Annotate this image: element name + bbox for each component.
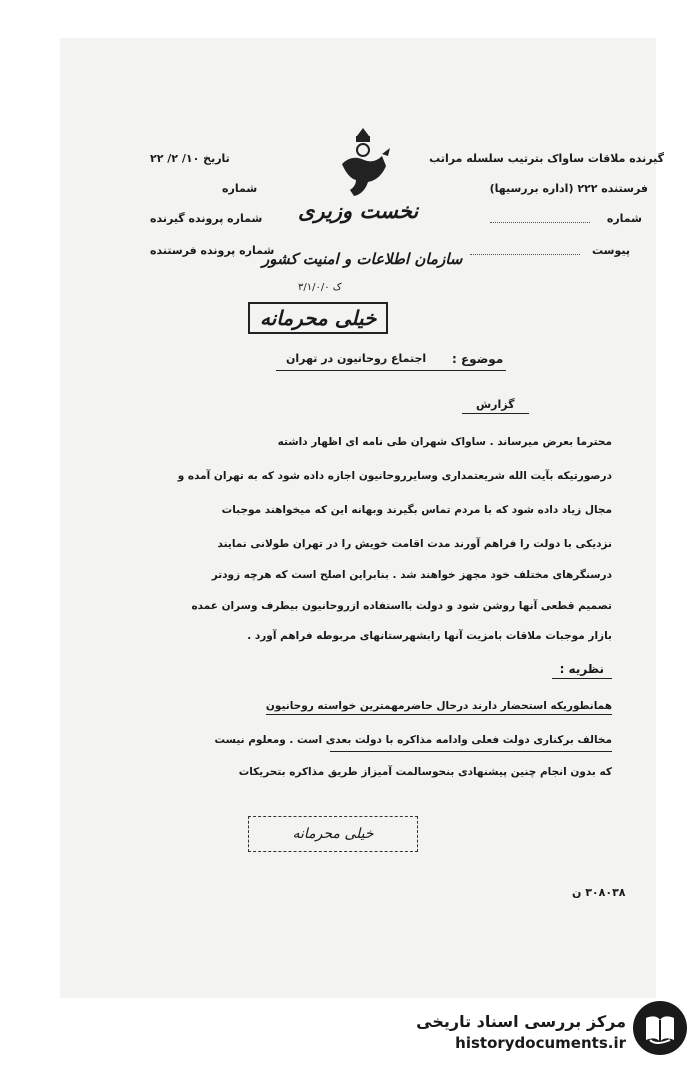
opinion-line-3: که بدون انجام چنین پیشنهادی بنحوسالمت آمیزاز طریق مذاکره بتحریکات xyxy=(238,766,612,778)
attachment-label: پیوست xyxy=(592,244,630,257)
file-number: ۳۰۸۰۳۸ ن xyxy=(572,886,626,899)
letterhead-code: ک ۳/۱/۰/۰ xyxy=(298,282,342,293)
letterhead-title: نخست وزیری xyxy=(298,198,419,223)
opinion-line-2: مخالف برکناری دولت فعلی وادامه مذاکره با دولت بعدی است . ومعلوم نیست xyxy=(214,734,612,746)
number-dots xyxy=(490,222,590,223)
body-line-4: نزدیکی با دولت را فراهم آورند مدت اقامت خویش را در تهران طولانی نمایند xyxy=(217,538,612,550)
body-line-5: درسنگرهای مختلف خود مجهز خواهند شد . بنابراین اصلح است که هرچه زودتر xyxy=(211,569,612,581)
left-number-label: شماره xyxy=(222,182,258,195)
attachment-dots xyxy=(470,254,580,255)
bottom-classification-stamp: خیلی محرمانه xyxy=(248,816,418,852)
subject-text: اجتماع روحانیون در تهران xyxy=(286,352,427,365)
date-line: تاریخ ۱۰/ ۲/ ۲۲ xyxy=(150,152,230,165)
footer-url: historydocuments.ir xyxy=(455,1034,626,1052)
classification-stamp: خیلی محرمانه xyxy=(248,302,388,334)
body-line-7: بازار موجبات ملاقات بامزیت آنها رابشهرستانهای مربوطه فراهم آورد . xyxy=(247,630,612,642)
number-label: شماره xyxy=(606,212,642,225)
opinion-underline xyxy=(330,751,612,752)
footer-title: مرکز بررسی اسناد تاریخی xyxy=(416,1012,626,1031)
body-line-6: تصمیم قطعی آنها روشن شود و دولت بااستفاده ازروحانیون بیطرف وسران عمده xyxy=(191,600,612,612)
body-line-2: درصورتیکه بآیت الله شریعتمداری وسایرروحانیون اجازه داده شود که به تهران آمده و xyxy=(177,470,612,482)
opinion-line-1: همانطوریکه استحضار دارند درحال حاضرمهمترین خواسته روحانیون xyxy=(266,700,612,715)
body-line-1: محترما بعرض میرساند . ساواک شهران طی نامه ای اظهار داشته xyxy=(277,436,612,448)
subject-label: موضوع : xyxy=(452,352,504,366)
recipient-file-label: شماره پرونده گیرنده xyxy=(150,212,263,225)
sender-file-label: شماره پرونده فرستنده xyxy=(150,244,275,257)
opinion-label: نظریه : xyxy=(552,662,612,679)
subject-underline xyxy=(276,370,506,371)
letterhead-subtitle: سازمان اطلاعات و امنیت کشور xyxy=(262,250,463,268)
body-line-3: مجال زیاد داده شود که با مردم تماس بگیرند وبهانه این که میخواهند موجبات xyxy=(221,504,612,516)
sender-line: فرستنده ۲۲۲ (اداره بررسیها) xyxy=(489,182,648,195)
recipient-line: گیرنده ملاقات ساواک بترتیب سلسله مراتب xyxy=(429,152,664,165)
report-label: گزارش xyxy=(462,398,529,414)
book-logo-icon xyxy=(632,1000,688,1056)
lion-and-sun-emblem-icon xyxy=(332,124,394,200)
